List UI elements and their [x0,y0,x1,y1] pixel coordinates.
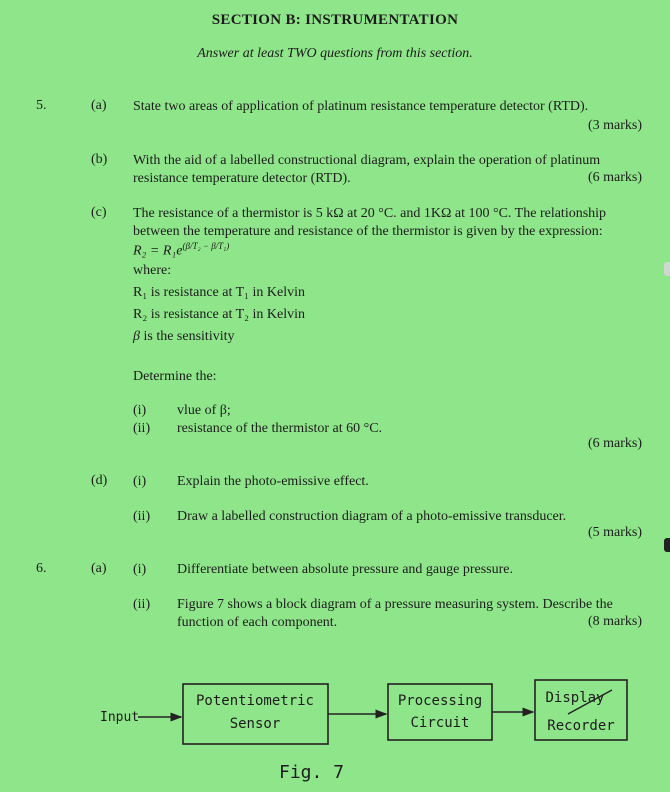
q5c-def-beta-text: is the sensitivity [143,329,235,344]
q5c-i-text: vlue of β; [177,403,231,418]
q5c-determine: Determine the: [133,369,217,384]
q5c-where: where: [133,263,172,278]
q5b-marks: (6 marks) [587,170,642,185]
q6a-ii-label: (ii) [133,597,151,612]
figure-caption: Fig. 7 [279,762,345,783]
block1-line2: Sensor [229,716,281,732]
q5d-i-label: (i) [133,474,147,489]
q5c-formula-exponent: (β/T₂ − β/T₁) [182,241,230,251]
page-edge-mark-top [664,262,670,276]
question-number-6: 6. [36,561,47,576]
q5a-text: State two areas of application of platinum resistance temperature detector (RTD). [133,99,589,114]
q5c-def-beta [133,328,234,346]
q5a-label: (a) [91,98,107,113]
block3-line2: Recorder [547,718,615,734]
q6a-i-text: Differentiate between absolute pressure and gauge pressure. [177,562,513,577]
q6a-ii-line2: function of each component. [177,615,338,630]
q5d-ii-label: (ii) [133,509,151,524]
q6a-marks: (8 marks) [587,614,642,629]
q5b-line2: resistance temperature detector (RTD). [133,171,351,186]
block-diagram [0,670,670,760]
input-label: Input [100,710,140,725]
q5d-ii-text: Draw a labelled construction diagram of a photo-emissive transducer. [177,509,567,524]
q5c-def-r2: R₂ is resistance at T₂ in Kelvin [133,307,306,322]
block2-line2: Circuit [410,715,470,731]
q5b-label: (b) [91,152,108,167]
q6a-ii-line1: Figure 7 shows a block diagram of a pressure measuring system. Describe the [177,597,613,612]
q5d-marks: (5 marks) [587,525,642,540]
q6a-label: (a) [91,561,107,576]
page-edge-mark-bottom [664,538,670,552]
q5c-ii-label: (ii) [133,421,151,436]
q5c-formula-lhs: R₂ = R₁e [133,243,183,259]
section-instruction: Answer at least TWO questions from this section. [197,46,473,61]
beta-symbol: β [133,329,140,344]
q6a-i-label: (i) [133,562,147,577]
q5c-i-label: (i) [133,403,147,418]
block1-line1: Potentiometric [195,693,315,709]
q5d-label: (d) [91,473,108,488]
block3-line1: Display [545,690,605,706]
q5c-formula [133,241,229,260]
q5c-line1: The resistance of a thermistor is 5 kΩ at 20 °C. and 1KΩ at 100 °C. The relationship [133,206,607,221]
section-title: SECTION B: INSTRUMENTATION [211,12,459,28]
block2-line1: Processing [397,693,483,709]
q5c-label: (c) [91,205,107,220]
question-number-5: 5. [36,98,47,113]
q5c-ii-text: resistance of the thermistor at 60 °C. [177,421,383,436]
q5a-marks: (3 marks) [587,118,642,133]
q5b-line1: With the aid of a labelled constructional diagram, explain the operation of platinum [133,153,601,168]
q5c-marks: (6 marks) [587,436,642,451]
q5d-i-text: Explain the photo-emissive effect. [177,474,369,489]
q5c-def-r1: R₁ is resistance at T₁ in Kelvin [133,285,306,300]
q5c-line2: between the temperature and resistance of the thermistor is given by the expression: [133,224,603,239]
